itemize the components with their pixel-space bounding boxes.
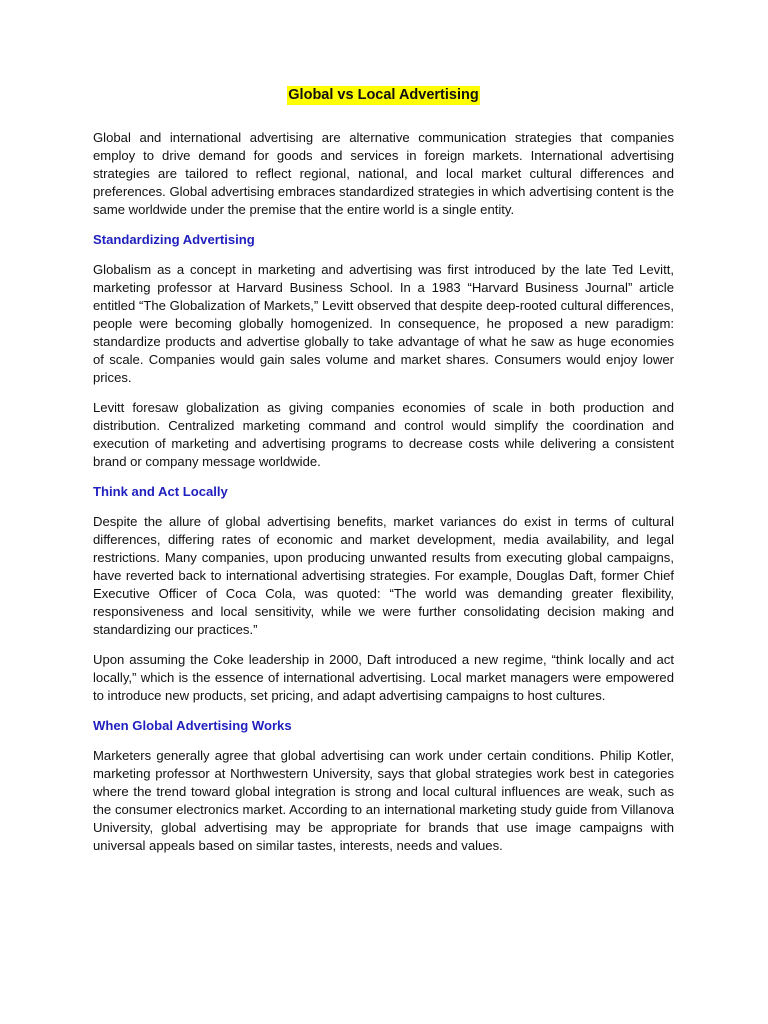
- document-page: [93, 86, 674, 867]
- section-heading-standardizing: Standardizing Advertising: [93, 232, 255, 247]
- document-title: Global vs Local Advertising: [288, 87, 479, 103]
- think-local-paragraph-2: Upon assuming the Coke leadership in 2000, Daft introduced a new regime, “think locally and act locally,” which is the essence of international advertising. Local market managers were empowered to introduce new products, set pricing, and adapt advertising campaigns to host cultures.: [93, 652, 674, 703]
- when-global-works-paragraph-1: Marketers generally agree that global advertising can work under certain conditions. Philip Kotler, marketing professor at Northwestern University, says that global strategies work best in categories where the trend toward global integration is strong and local cultural influences are weak, such as the consumer electronics market. According to an international marketing study guide from Villanova University, global advertising may be appropriate for brands that use image campaigns with universal appeals based on similar tastes, interests, needs and values.: [93, 748, 674, 853]
- intro-paragraph: Global and international advertising are alternative communication strategies that companies employ to drive demand for goods and services in foreign markets. International advertising strategies are tailored to reflect regional, national, and local market cultural differences and preferences. Global advertising embraces standardized strategies in which advertising content is the same worldwide under the premise that the entire world is a single entity.: [93, 130, 674, 217]
- section-heading-when-global-works: When Global Advertising Works: [93, 718, 292, 733]
- title-wrapper: [93, 86, 674, 105]
- section-heading-think-local: Think and Act Locally: [93, 484, 228, 499]
- standardizing-paragraph-2: Levitt foresaw globalization as giving companies economies of scale in both production and distribution. Centralized marketing command and control would simplify the coordination and execution of marketing and advertising programs to decrease costs while delivering a consistent brand or company message worldwide.: [93, 400, 674, 469]
- standardizing-paragraph-1: Globalism as a concept in marketing and advertising was first introduced by the late Ted Levitt, marketing professor at Harvard Business School. In a 1983 “Harvard Business Journal” article entitled “The Globalization of Markets,” Levitt observed that despite deep-rooted cultural differences, people were becoming globally homogenized. In consequence, he proposed a new paradigm: standardize products and advertise globally to take advantage of what he saw as huge economies of scale. Companies would gain sales volume and market shares. Consumers would enjoy lower prices.: [93, 262, 674, 385]
- think-local-paragraph-1: Despite the allure of global advertising benefits, market variances do exist in terms of cultural differences, differing rates of economic and market development, media availability, and legal restrictions. Many companies, upon producing unwanted results from executing global campaigns, have reverted back to international advertising strategies. For example, Douglas Daft, former Chief Executive Officer of Coca Cola, was quoted: “The world was demanding greater flexibility, responsiveness and local sensitivity, while we were further consolidating decision making and standardizing our practices.”: [93, 514, 674, 637]
